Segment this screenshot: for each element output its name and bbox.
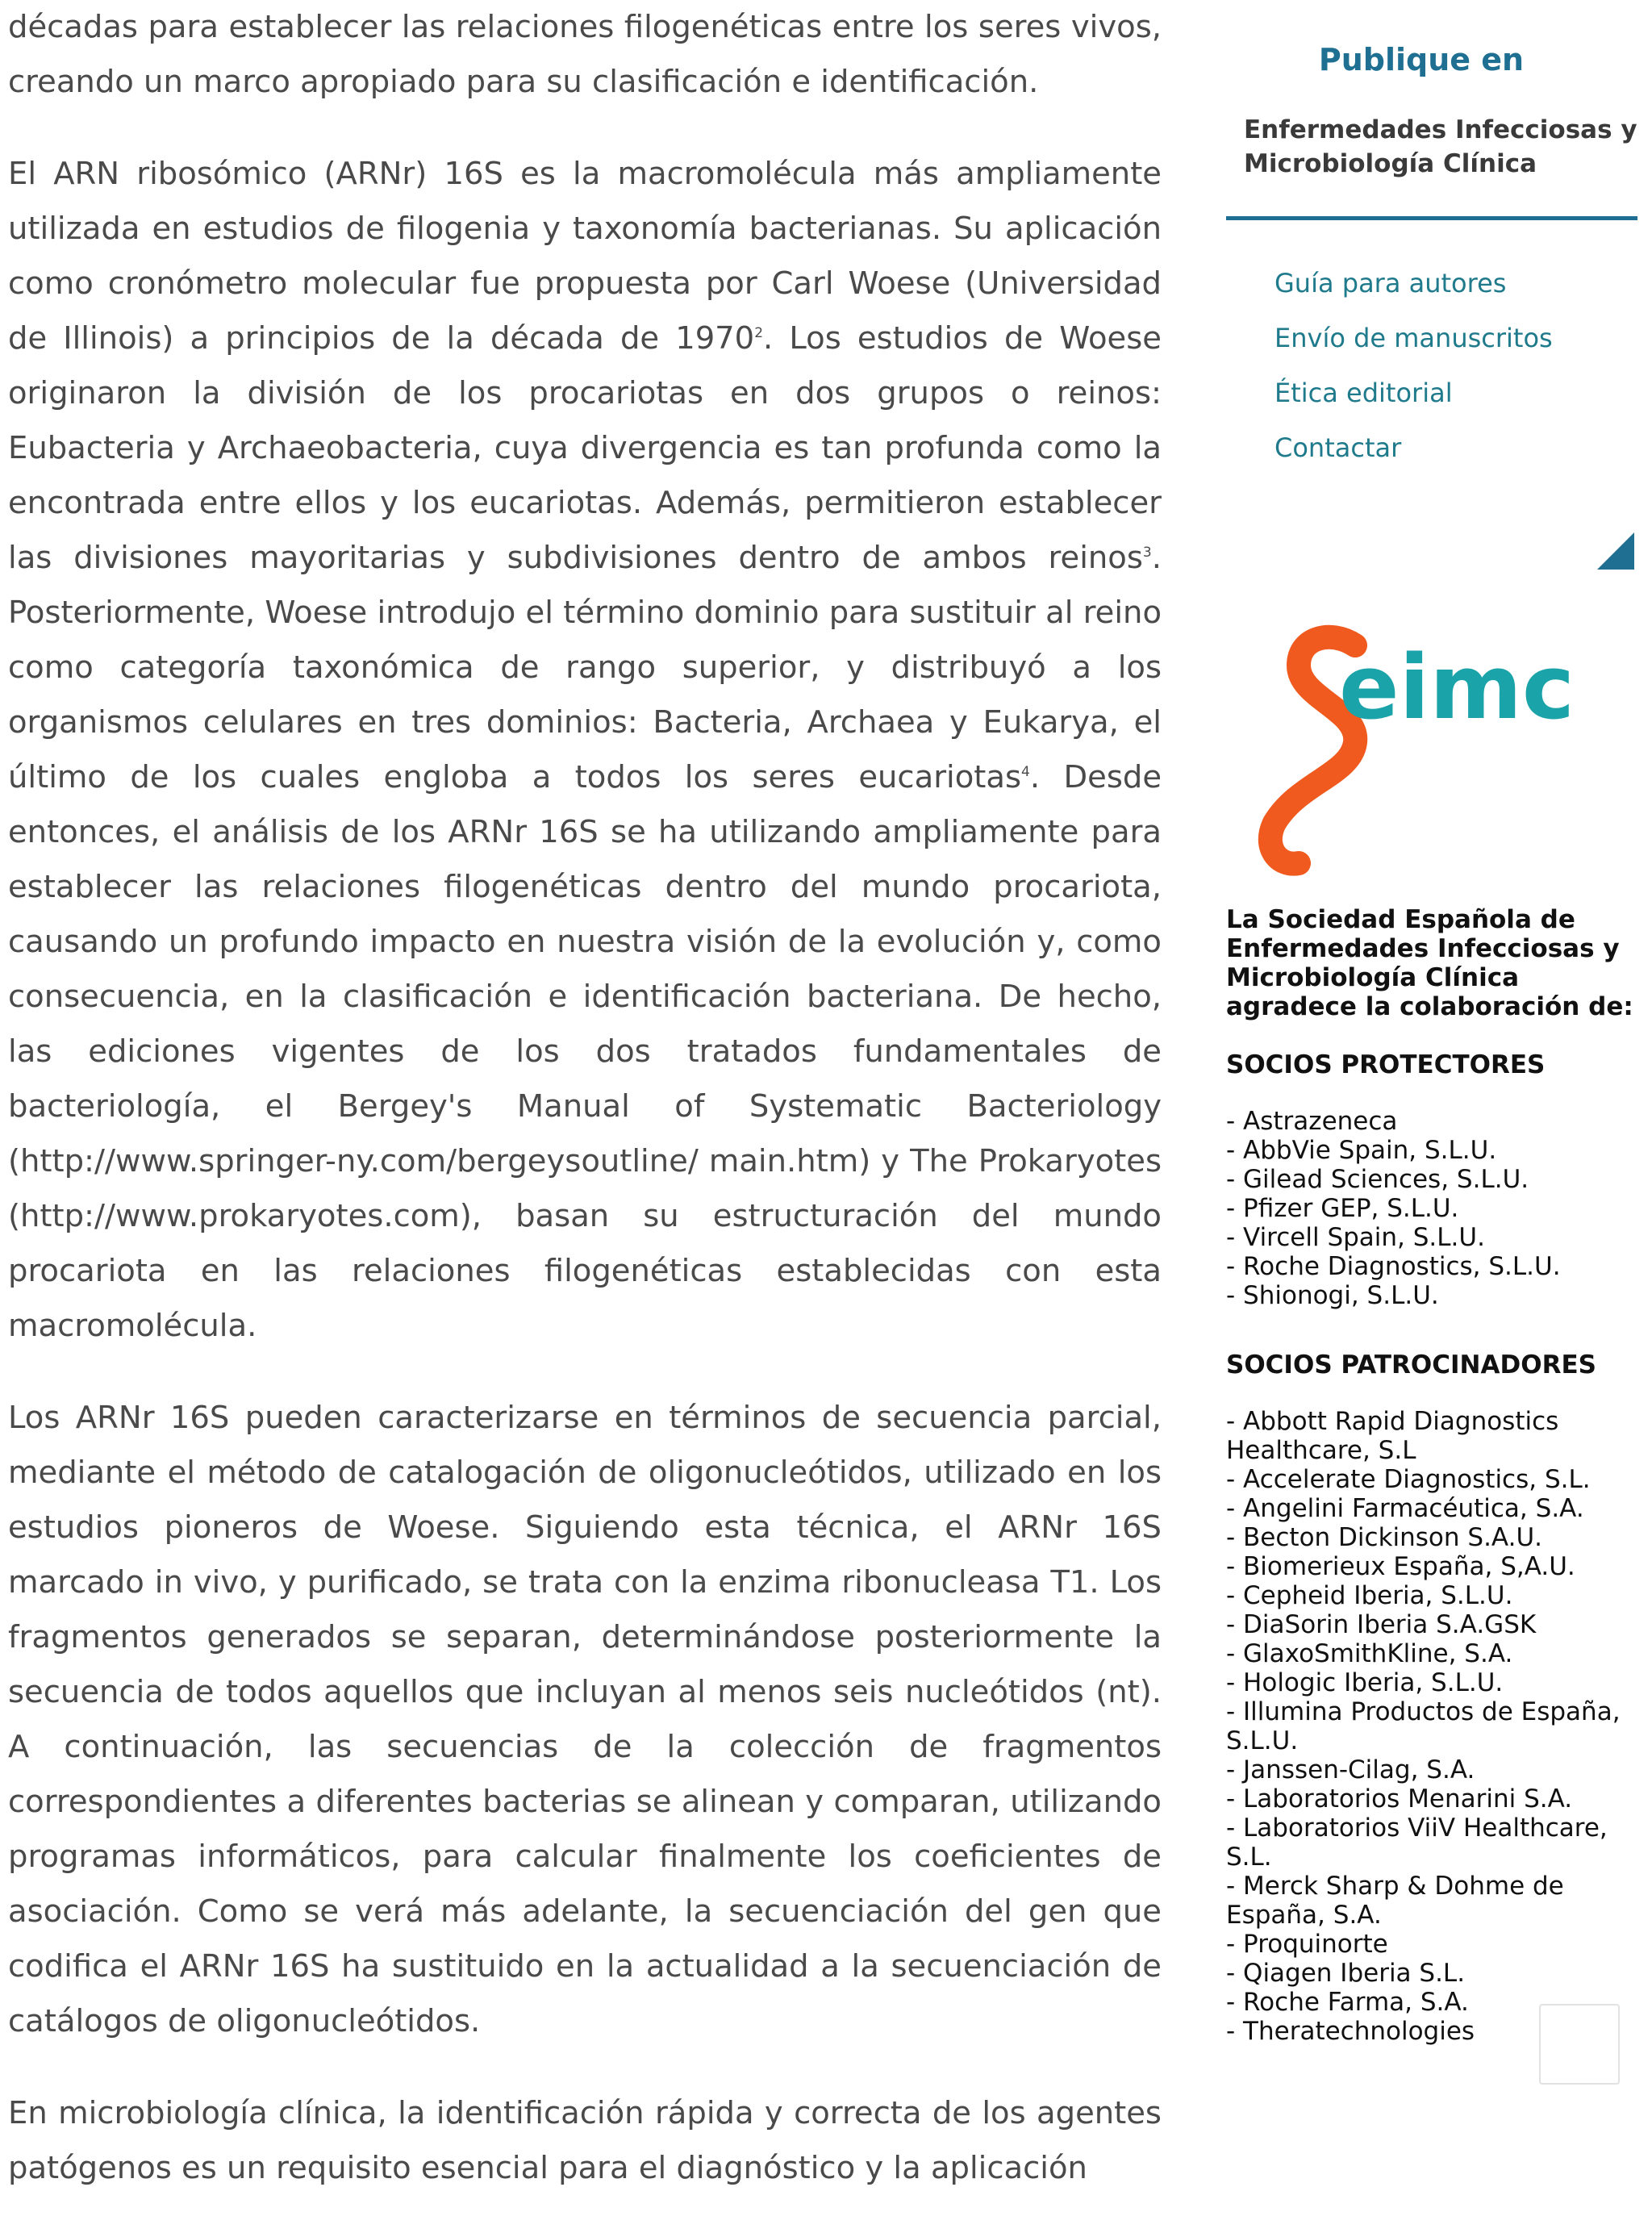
sponsor-item: - Theratechnologies: [1226, 2017, 1475, 2046]
sponsor-item: - Roche Diagnostics, S.L.U.: [1226, 1252, 1561, 1281]
article-paragraph-1: décadas para establecer las relaciones filogenéticas entre los seres vivos, creando un marco apropiado para su clasificación e identificación.: [8, 9, 1162, 100]
citation-4[interactable]: 4: [1021, 764, 1030, 781]
author-links: [1274, 256, 1652, 475]
article-paragraph-2: [8, 147, 1162, 1354]
link-contactar[interactable]: Contactar: [1274, 432, 1402, 463]
sponsor-item: - Abbott Rapid Diagnostics Healthcare, S.L: [1226, 1407, 1559, 1465]
citation-2[interactable]: 2: [754, 325, 764, 342]
sponsor-item: - Proquinorte: [1226, 1930, 1388, 1959]
article-paragraph-3: Los ARNr 16S pueden caracterizarse en términos de secuencia parcial, mediante el método de catalogación de oligonucleótidos, utilizado en los estudios pioneros de Woese. Siguiendo esta técnica, el ARNr 16S marcado in vivo, y purificado, se trata con la enzima ribonucleasa T1. Los fragmentos generados se separan, determinándose posteriormente la secuencia de todos aquellos que incluyan al menos seis nucleótidos (nt). A continuación, las secuencias de la colección de fragmentos correspondientes a diferentes bacterias se alinean y comparan, utilizando programas informáticos, para calcular finalmente los coeficientes de asociación. Como se verá más adelante, la secuenciación del gen que codifica el ARNr 16S ha sustituido en la actualidad a la secuenciación de catálogos de oligonucleótidos.: [8, 1400, 1162, 2039]
protectores-heading: SOCIOS PROTECTORES: [1226, 1050, 1546, 1079]
sponsor-item: - Pfizer GEP, S.L.U.: [1226, 1194, 1459, 1223]
journal-name: [1244, 113, 1652, 181]
sponsors-intro: La Sociedad Española de Enfermedades Infecciosas y Microbiología Clínica agradece la colaboración de:: [1226, 905, 1633, 1021]
sponsor-item: - AbbVie Spain, S.L.U.: [1226, 1136, 1497, 1165]
link-envio-manuscritos[interactable]: Envío de manuscritos: [1274, 323, 1553, 353]
sponsor-item: - Biomerieux España, S,A.U.: [1226, 1552, 1575, 1581]
sponsor-item: - Astrazeneca: [1226, 1107, 1398, 1136]
sponsor-item: - Accelerate Diagnostics, S.L.: [1226, 1465, 1591, 1494]
journal-name-line-1: Enfermedades Infecciosas y: [1244, 115, 1637, 144]
sponsor-item: - Hologic Iberia, S.L.U.: [1226, 1668, 1504, 1697]
sponsor-item: - Janssen-Cilag, S.A.: [1226, 1755, 1475, 1784]
sponsor-item: - Merck Sharp & Dohme de España, S.A.: [1226, 1872, 1564, 1930]
sponsor-item: - Vircell Spain, S.L.U.: [1226, 1223, 1485, 1252]
sponsors-section: [1226, 1050, 1646, 2046]
article-paragraph-2-part-c: . Posteriormente, Woese introdujo el término dominio para sustituir al reino como categoría taxonómica de rango superior, y distribuyó a los organismos celulares en tres dominios: Bacteria, Archaea y Eukarya, el último de los cuales engloba a todos los seres eucariotas: [8, 540, 1162, 795]
sponsor-item: - Angelini Farmacéutica, S.A.: [1226, 1494, 1584, 1523]
journal-divider: [1226, 216, 1637, 220]
protectores-list: [1226, 1107, 1646, 1310]
sponsor-item: - Qiagen Iberia S.L.: [1226, 1959, 1466, 1988]
sponsor-item: - Gilead Sciences, S.L.U.: [1226, 1165, 1529, 1194]
seimc-logo-text: eimc: [1339, 636, 1575, 739]
link-guia-autores[interactable]: Guía para autores: [1274, 268, 1507, 298]
triangle-corner-icon: [1597, 532, 1634, 570]
seimc-logo: [1242, 621, 1581, 879]
article-body: [8, 0, 1162, 2233]
sponsor-item: - Becton Dickinson S.A.U.: [1226, 1523, 1542, 1552]
link-etica-editorial[interactable]: Ética editorial: [1274, 378, 1453, 408]
sponsor-item: - Shionogi, S.L.U.: [1226, 1281, 1439, 1310]
journal-name-line-2: Microbiología Clínica: [1244, 149, 1537, 178]
sidebar: [1226, 0, 1652, 2046]
sponsor-item: - Roche Farma, S.A.: [1226, 1988, 1469, 2017]
sponsor-item: - DiaSorin Iberia S.A.GSK: [1226, 1610, 1537, 1639]
citation-3[interactable]: 3: [1142, 545, 1152, 561]
article-paragraph-4: En microbiología clínica, la identificación rápida y correcta de los agentes patógenos es un requisito esencial para el diagnóstico y la aplicación: [8, 2095, 1162, 2186]
scroll-top-button[interactable]: [1539, 2004, 1620, 2085]
patrocinadores-heading: SOCIOS PATROCINADORES: [1226, 1350, 1596, 1379]
article-paragraph-2-part-d: . Desde entonces, el análisis de los ARNr 16S se ha utilizando ampliamente para establecer las relaciones filogenéticas dentro del mundo procariota, causando un profundo impacto en nuestra visión de la evolución y, como consecuencia, en la clasificación e identificación bacteriana. De hecho, las ediciones vigentes de los dos tratados fundamentales de bacteriología, el Bergey's Manual of Systematic Bacteriology (http://www.springer-ny.com/bergeysoutline/ main.htm) y The Prokaryotes (http://www.prokaryotes.com), basan su estructuración del mundo procariota en las relaciones filogenéticas establecidas con esta macromolécula.: [8, 759, 1162, 1344]
sponsor-item: - Cepheid Iberia, S.L.U.: [1226, 1581, 1513, 1610]
article-paragraph-2-part-a: El ARN ribosómico (ARNr) 16S es la macromolécula más ampliamente utilizada en estudios de filogenia y taxonomía bacterianas. Su aplicación como cronómetro molecular fue propuesta por Carl Woese (Universidad de Illinois) a principios de la década de 1970: [8, 156, 1162, 357]
sponsor-item: - GlaxoSmithKline, S.A.: [1226, 1639, 1513, 1668]
patrocinadores-list: [1226, 1407, 1646, 2046]
sponsor-item: - Illumina Productos de España, S.L.U.: [1226, 1697, 1621, 1755]
sponsor-item: - Laboratorios Menarini S.A.: [1226, 1784, 1573, 1814]
publish-title: Publique en: [1318, 42, 1525, 77]
sponsor-item: - Laboratorios ViiV Healthcare, S.L.: [1226, 1814, 1608, 1872]
article-paragraph-2-part-b: . Los estudios de Woese originaron la división de los procariotas en dos grupos o reinos: Eubacteria y Archaeobacteria, cuya divergencia es tan profunda como la encontrada entre ellos y los eucariotas. Además, permitieron establecer las divisiones mayoritarias y subdivisiones dentro de ambos reinos: [8, 320, 1162, 576]
